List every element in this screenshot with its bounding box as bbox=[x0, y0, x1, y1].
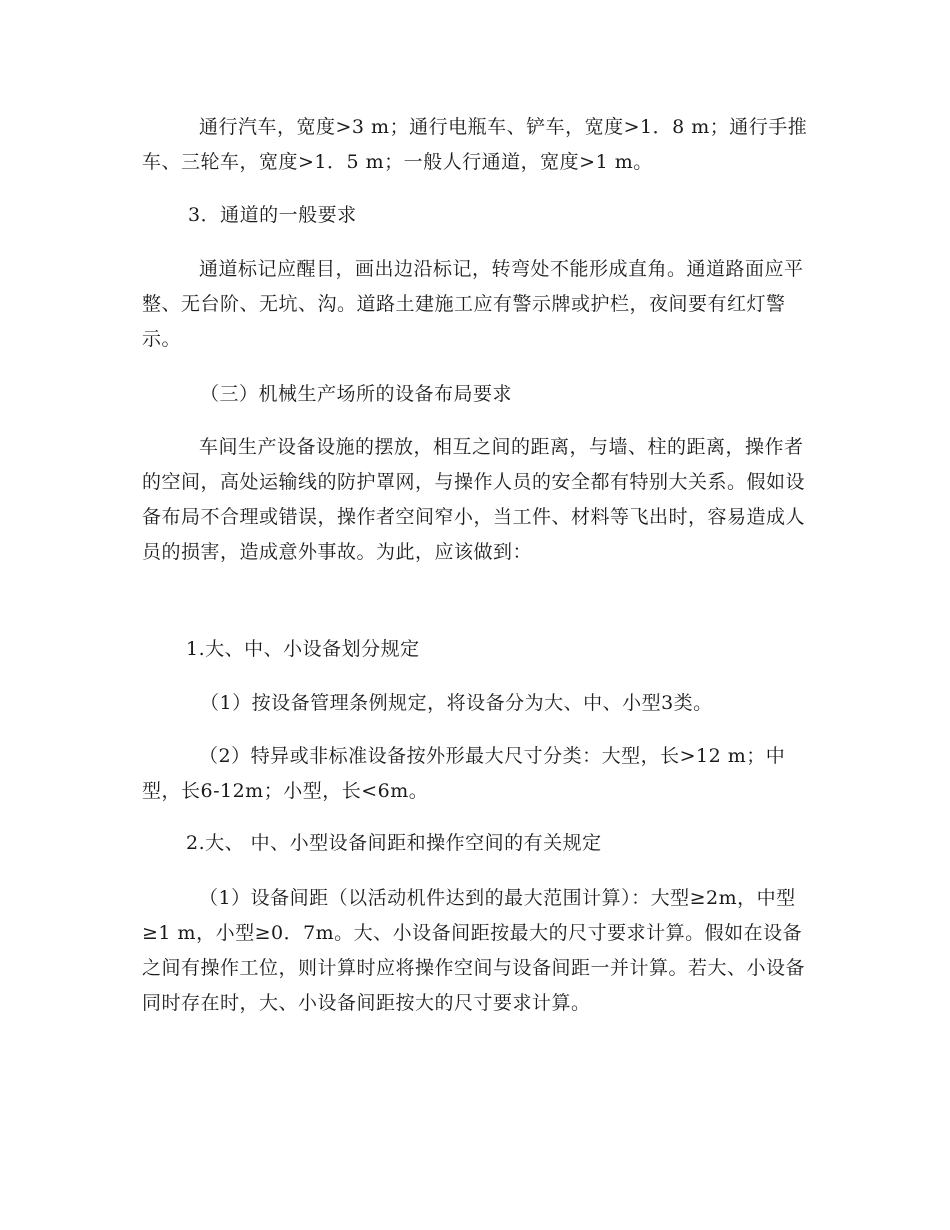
paragraph-classification-rule-2: （2）特异或非标准设备按外形最大尺寸分类：大型，长>12 m；中型，长6-12m；小型，长<6m。 bbox=[142, 745, 786, 802]
paragraph-classification-rule-1: （1）按设备管理条例规定，将设备分为大、中、小型3类。 bbox=[200, 692, 713, 714]
heading-passage-general-requirements: 3．通道的一般要求 bbox=[188, 204, 357, 226]
heading-equipment-size-classification: 1.大、中、小设备划分规定 bbox=[186, 638, 420, 660]
paragraph-equipment-spacing: （1）设备间距（以活动机件达到的最大范围计算）：大型≥2m，中型≥1 m，小型≥0．7m。大、小设备间距按最大的尺寸要求计算。假如在设备之间有操作工位，则计算时应将操作空间与设备间距一并计算。若大、小设备同时存在时，大、小设备间距按大的尺寸要求计算。 bbox=[142, 887, 806, 1014]
heading-spacing-and-operating-space: 2.大、 中、小型设备间距和操作空间的有关规定 bbox=[186, 832, 602, 854]
paragraph-equipment-layout: 车间生产设备设施的摆放，相互之间的距离，与墙、柱的距离，操作者的空间，高处运输线的防护罩网，与操作人员的安全都有特别大关系。假如设备布局不合理或错误，操作者空间窄小，当工件、材料等飞出时，容易造成人员的损害，造成意外事故。为此，应该做到： bbox=[142, 436, 806, 563]
heading-equipment-layout-requirements: （三）机械生产场所的设备布局要求 bbox=[200, 383, 513, 405]
paragraph-passage-widths: 通行汽车，宽度>3 m；通行电瓶车、铲车，宽度>1．8 m；通行手推车、三轮车，宽度>1．5 m；一般人行通道，宽度>1 m。 bbox=[142, 116, 808, 173]
paragraph-passage-requirements: 通道标记应醒目，画出边沿标记，转弯处不能形成直角。通道路面应平整、无台阶、无坑、沟。道路土建施工应有警示牌或护栏，夜间要有红灯警示。 bbox=[142, 258, 804, 350]
